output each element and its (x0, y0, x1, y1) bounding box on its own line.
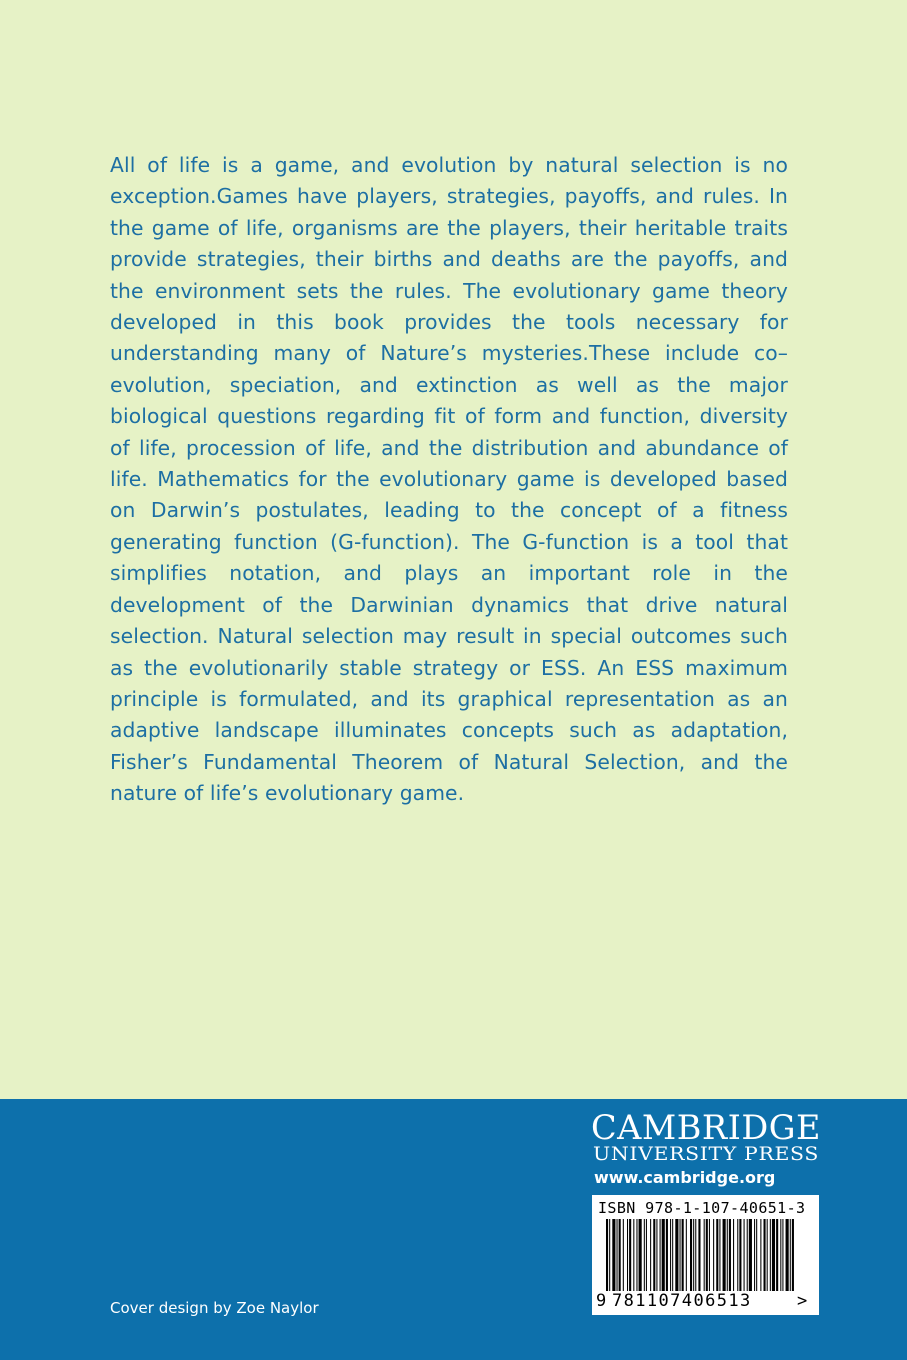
barcode-bar (767, 1219, 768, 1291)
barcode-bar (690, 1219, 692, 1291)
barcode-arrow: > (797, 1291, 808, 1311)
barcode-bar (662, 1219, 665, 1291)
barcode-bar (666, 1219, 668, 1291)
back-cover-blurb: All of life is a game, and evolution by natural selection is no exception.Games have players, strategies, payoffs, and rules. In the game of life, organisms are the players, their heritable traits provide strategies, their births and deaths are the payoffs, and the environment sets the rules. The evolutionary game theory developed in this book provides the tools necessary for understanding many of Nature’s mysteries.These include co–evolution, speciation, and extinction as well as the major biological questions regarding fit of form and function, diversity of life, procession of life, and the distribution and abundance of life. Mathematics for the evolutionary game is developed based on Darwin’s postulates, leading to the concept of a fitness generating function (G-function). The G-function is a tool that simplifies notation, and plays an important role in the development of the Darwinian dynamics that drive natural selection. Natural selection may result in special outcomes such as the evolutionarily stable strategy or ESS. An ESS maximum principle is formulated, and its graphical representation as an adaptive landscape illuminates concepts such as adaptation, Fisher’s Fundamental Theorem of Natural Selection, and the nature of life’s evolutionary game. (110, 153, 788, 806)
barcode-bar (709, 1219, 710, 1291)
barcode-bar (790, 1219, 791, 1291)
barcode-bar (727, 1219, 728, 1291)
barcode-bar (716, 1219, 718, 1291)
barcode-bar (686, 1219, 687, 1291)
cover-design-credit: Cover design by Zoe Naylor (110, 1299, 319, 1317)
barcode-bar (639, 1219, 642, 1291)
barcode-bar (704, 1219, 705, 1291)
barcode-bar (695, 1219, 696, 1291)
barcode-bar (653, 1219, 655, 1291)
barcode-bar (670, 1219, 671, 1291)
barcode-bar (737, 1219, 738, 1291)
barcode-bar (646, 1219, 647, 1291)
barcode-bar (729, 1219, 731, 1291)
barcode-bar (606, 1219, 608, 1291)
isbn-label: ISBN 978-1-107-40651-3 (598, 1199, 806, 1217)
barcode-bar (693, 1219, 694, 1291)
barcode-bar (723, 1219, 726, 1291)
barcode-bar (629, 1219, 631, 1291)
university-press-wordmark (593, 1141, 821, 1165)
barcode-bar (780, 1219, 781, 1291)
barcode-bar (772, 1219, 775, 1291)
barcode-bar (680, 1219, 681, 1291)
barcode-bar (756, 1219, 757, 1291)
barcode-bar (760, 1219, 761, 1291)
barcode-bar (747, 1219, 748, 1291)
publisher-logo-sub (593, 1141, 821, 1170)
barcode-bar (660, 1219, 661, 1291)
barcode-bar (749, 1219, 752, 1291)
barcode-bar (744, 1219, 745, 1291)
barcode-bar (719, 1219, 720, 1291)
publisher-url: www.cambridge.org (594, 1168, 776, 1187)
barcode-bars (606, 1219, 796, 1291)
barcode-bar (675, 1219, 678, 1291)
barcode-bar (733, 1219, 734, 1291)
barcode-bar (609, 1219, 610, 1291)
barcode-bar (650, 1219, 651, 1291)
barcode-bar (706, 1219, 708, 1291)
barcode-bar (786, 1219, 789, 1291)
barcode-bar (636, 1219, 637, 1291)
barcode-bar (672, 1219, 673, 1291)
barcode-bar (770, 1219, 771, 1291)
barcode-bar (623, 1219, 624, 1291)
barcode-bar (792, 1219, 794, 1291)
cambridge-wordmark-text: CAMBRIDGE (591, 1108, 821, 1147)
barcode-bar (739, 1219, 741, 1291)
barcode-bar (782, 1219, 783, 1291)
barcode-bar (698, 1219, 700, 1291)
barcode-first-digit: 9 (596, 1291, 607, 1311)
barcode-bar (754, 1219, 755, 1291)
barcode-bar (612, 1219, 615, 1291)
isbn-barcode (592, 1195, 819, 1315)
barcode-bar (682, 1219, 684, 1291)
barcode-bar (764, 1219, 766, 1291)
barcode-bar (627, 1219, 628, 1291)
barcode-bar (633, 1219, 634, 1291)
barcode-bar (617, 1219, 618, 1291)
barcode-bar (656, 1219, 657, 1291)
barcode-bar (713, 1219, 714, 1291)
barcode-digit-group: 781107406513 (612, 1291, 752, 1311)
university-press-wordmark-text: UNIVERSITY PRESS (593, 1143, 819, 1165)
barcode-bar (619, 1219, 621, 1291)
barcode-bar (644, 1219, 645, 1291)
barcode-bar (776, 1219, 778, 1291)
